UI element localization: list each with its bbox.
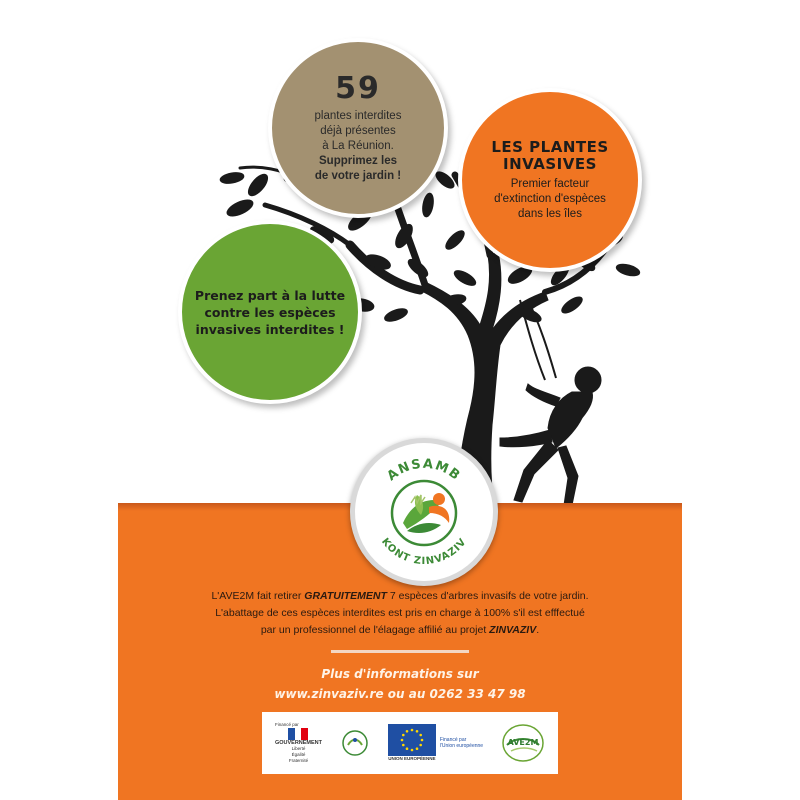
description-text — [118, 588, 682, 639]
government-logo — [275, 722, 322, 764]
divider-line — [331, 650, 469, 653]
ave2m-logo — [501, 723, 545, 763]
description-line-3-end: . — [536, 624, 540, 636]
bubble-orange-line-3: dans les îles — [518, 207, 582, 220]
bubble-brown-line-1: plantes interdites — [314, 109, 402, 122]
description-free-emphasis: GRATUITEMENT — [304, 590, 387, 602]
ave2m-emblem — [501, 723, 545, 763]
description-line-1-start: L'AVE2M fait retirer — [211, 590, 305, 602]
bubble-orange-title-1: LES PLANTES — [491, 137, 609, 156]
bubble-green-line-3: invasives interdites ! — [195, 321, 345, 337]
eu-financed-1: Financé par — [439, 737, 467, 743]
french-flag-icon — [288, 728, 308, 740]
bubble-green-line-2: contre les espèces — [204, 304, 336, 320]
regional-label-icon — [340, 728, 370, 758]
bubble-green-line-1: Prenez part à la lutte — [194, 287, 346, 303]
description-line-1 — [118, 588, 682, 605]
bubble-orange-line-2: d'extinction d'espèces — [494, 192, 606, 205]
description-line-3-start: par un professionnel de l'élagage affilié au projet — [260, 624, 490, 636]
gov-motto-1: Liberté — [291, 746, 306, 751]
gov-financed-label: Financé par — [274, 722, 299, 727]
eu-flag-icon — [388, 724, 436, 756]
eu-name: UNION EUROPÉENNE — [388, 756, 436, 761]
bubble-orange-title-2: INVASIVES — [503, 154, 597, 173]
bubble-invasive-plants — [458, 88, 642, 272]
gov-motto-2: Égalité — [291, 752, 306, 757]
description-line-2: L'abattage de ces espèces interdites est pris en charge à 100% s'il est efffectué — [215, 607, 585, 619]
info-more-label: Plus d'informations sur — [321, 667, 479, 681]
info-website-phone[interactable]: www.zinvaziv.re ou au 0262 33 47 98 — [274, 687, 526, 701]
description-line-3 — [118, 622, 682, 639]
description-project-name: ZINVAZIV — [489, 624, 537, 636]
logo-top-text: ANSAMB — [384, 456, 464, 485]
bubble-join-fight — [178, 220, 362, 404]
eu-financed-2: l'Union européenne — [439, 743, 484, 749]
ave2m-name: AVE2M — [507, 738, 539, 747]
bubble-59-plants — [268, 38, 448, 218]
logo-bottom-text: KONT ZINVAZIV — [378, 536, 470, 568]
plant-count: 59 — [335, 70, 381, 106]
description-line-1-end: 7 espèces d'arbres invasifs de votre jardin. — [386, 590, 589, 602]
ansamb-kont-zinvaziv-logo — [350, 438, 498, 586]
bubble-brown-bold-1: Supprimez les — [319, 154, 397, 167]
logo-emblem — [355, 443, 493, 581]
bubble-brown-line-2: déjà présentes — [320, 124, 396, 137]
bubble-brown-bold-2: de votre jardin ! — [314, 169, 402, 182]
gov-name: GOUVERNEMENT — [274, 740, 323, 746]
contact-info — [118, 664, 682, 704]
bubble-orange-line-1: Premier facteur — [510, 177, 590, 190]
bubble-brown-line-3: à La Réunion. — [322, 139, 394, 152]
funders-strip — [262, 712, 558, 774]
gov-motto-3: Fraternité — [288, 758, 309, 763]
eu-logo — [388, 724, 483, 762]
